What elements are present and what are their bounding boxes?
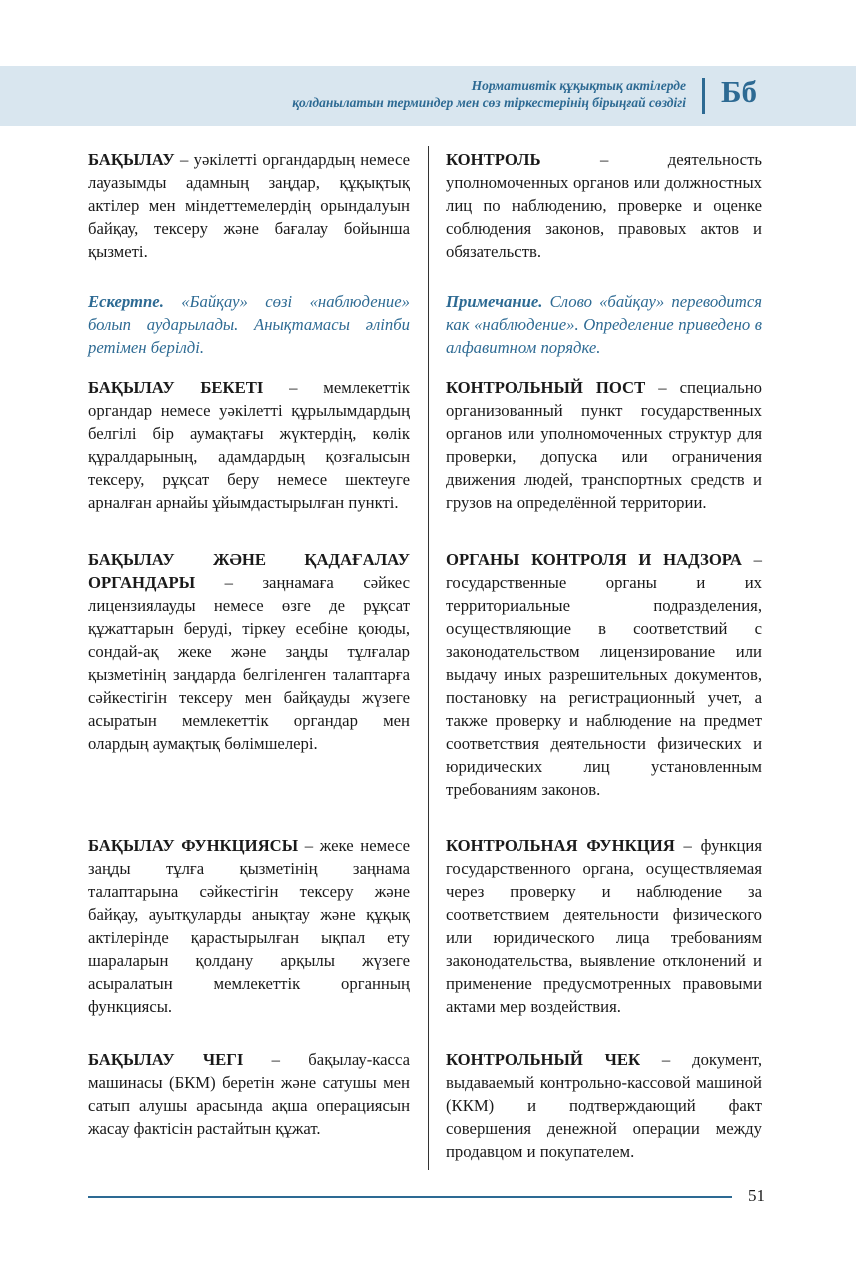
entry-term: БАҚЫЛАУ ЧЕГІ xyxy=(88,1050,244,1069)
entry-definition: – бақылау-касса машинасы (БКМ) беретін және сатушы мен сатып алушы арасында ақша операциясын жасау фактісін растайтын құжат. xyxy=(88,1050,410,1138)
entry-term: БАҚЫЛАУ xyxy=(88,150,175,169)
entry-bakylau-organdary xyxy=(88,548,410,755)
entry-bakylau-funktsiyasy xyxy=(88,834,410,1018)
entry-term: КОНТРОЛЬНАЯ ФУНКЦИЯ xyxy=(446,836,675,855)
note-text: «Байқау» сөзі «наблюдение» болып аударылады. Анықтамасы әліпби ретімен берілді. xyxy=(88,292,410,357)
note-primechanie xyxy=(446,290,762,359)
entry-term: КОНТРОЛЬ xyxy=(446,150,541,169)
entry-bakylau xyxy=(88,148,410,263)
header-title xyxy=(292,77,686,111)
entry-term: БАҚЫЛАУ ЖӘНЕ ҚАДАҒАЛАУ ОРГАНДАРЫ xyxy=(88,550,410,592)
entry-kontrolny-post xyxy=(446,376,762,514)
entry-kontrolny-chek xyxy=(446,1048,762,1163)
note-label: Примечание. xyxy=(446,292,543,311)
entry-bakylau-beketi xyxy=(88,376,410,514)
note-eskertpe xyxy=(88,290,410,359)
entry-definition: – специально организованный пункт государственных органов или уполномоченных структур для проверки, допуска или ограничения движения людей, транспортных средств и грузов на определённой территории. xyxy=(446,378,762,512)
header-title-line2: қолданылатын терминдер мен сөз тіркестерінің бірыңғай сөздігі xyxy=(292,95,686,110)
entry-definition: – государственные органы и их территориальные подразделения, осуществляющие в соответствий с законодательством лицензирование или выдачу иных разрешительных документов, постановку на регистрационный учет, а также проверку и наблюдение на предмет соответствия деятельности физических и юридических лиц установленным требованиям законов. xyxy=(446,550,763,799)
entry-definition: – деятельность уполномоченных органов или должностных лиц по наблюдению, проверке и оценке соблюдения законов, правовых актов и обязательств. xyxy=(446,150,762,261)
entry-definition: – мемлекеттік органдар немесе уәкілетті құрылымдардың белгілі бір аумақтағы жүктердің, көлік құралдарының, адамдардың қозғалысын тексеру, рұқсат беру немесе шектеуге арналған арнайы ұйымдастырылған пункті. xyxy=(88,378,410,512)
header-title-line1: Нормативтік құқықтық актілерде xyxy=(471,78,686,93)
entry-term: КОНТРОЛЬНЫЙ ПОСТ xyxy=(446,378,646,397)
entry-term: ОРГАНЫ КОНТРОЛЯ И НАДЗОРА xyxy=(446,550,742,569)
entry-term: БАҚЫЛАУ БЕКЕТІ xyxy=(88,378,264,397)
header-letters: Бб xyxy=(721,74,757,109)
column-divider xyxy=(428,146,429,1170)
entry-definition: – документ, выдаваемый контрольно-кассовой машиной (ККМ) и подтверждающий факт совершения денежной операции между продавцом и покупателем. xyxy=(446,1050,763,1161)
entry-kontrolnaya-funktsiya xyxy=(446,834,762,1018)
entry-definition: – заңнамаға сәйкес лицензиялауды немесе өзге де рұқсат құжаттарын беруді, тіркеу есебіне қоюды, сондай-ақ жеке және заңды тұлғалар қызметінің заңдарда белгіленген талаптарға сәйкестігін тексеру мен байқауды жүзеге асыратын мемлекеттік органдар мен олардың аумақтық бөлімшелері. xyxy=(88,573,410,753)
page-number: 51 xyxy=(748,1186,765,1205)
entry-term: БАҚЫЛАУ ФУНКЦИЯСЫ xyxy=(88,836,299,855)
page-header xyxy=(0,66,856,126)
footer-rule xyxy=(88,1196,732,1198)
entry-bakylau-chegi xyxy=(88,1048,410,1140)
note-label: Ескертпе. xyxy=(88,292,164,311)
entry-kontrol xyxy=(446,148,762,263)
entry-organy-kontrolya xyxy=(446,548,762,801)
header-divider xyxy=(702,78,705,114)
entry-term: КОНТРОЛЬНЫЙ ЧЕК xyxy=(446,1050,641,1069)
note-text: Слово «байқау» переводится как «наблюдение». Определение приведено в алфавитном порядке. xyxy=(446,292,762,357)
entry-definition: – функция государственного органа, осуществляемая через проверку и наблюдение за соответствием деятельности физического или юридического лица требованиям законодательства, выявление отклонений и применение предусмотренных правовыми актами мер воздействия. xyxy=(446,836,762,1016)
entry-definition: – уәкілетті органдардың немесе лауазымды адамның заңдар, құқықтық актілер мен міндеттемелердің орындалуын байқау, тексеру және бағалау бойынша қызметі. xyxy=(88,150,410,261)
entry-definition: – жеке немесе заңды тұлға қызметінің заңнама талаптарына сәйкестігін тексеру және байқау, ауытқуларды анықтау және құқық актілерінде қарастырылған ықпал ету шараларын қолдану арқылы жүзеге асыралатын мемлекеттік органның функциясы. xyxy=(88,836,411,1016)
